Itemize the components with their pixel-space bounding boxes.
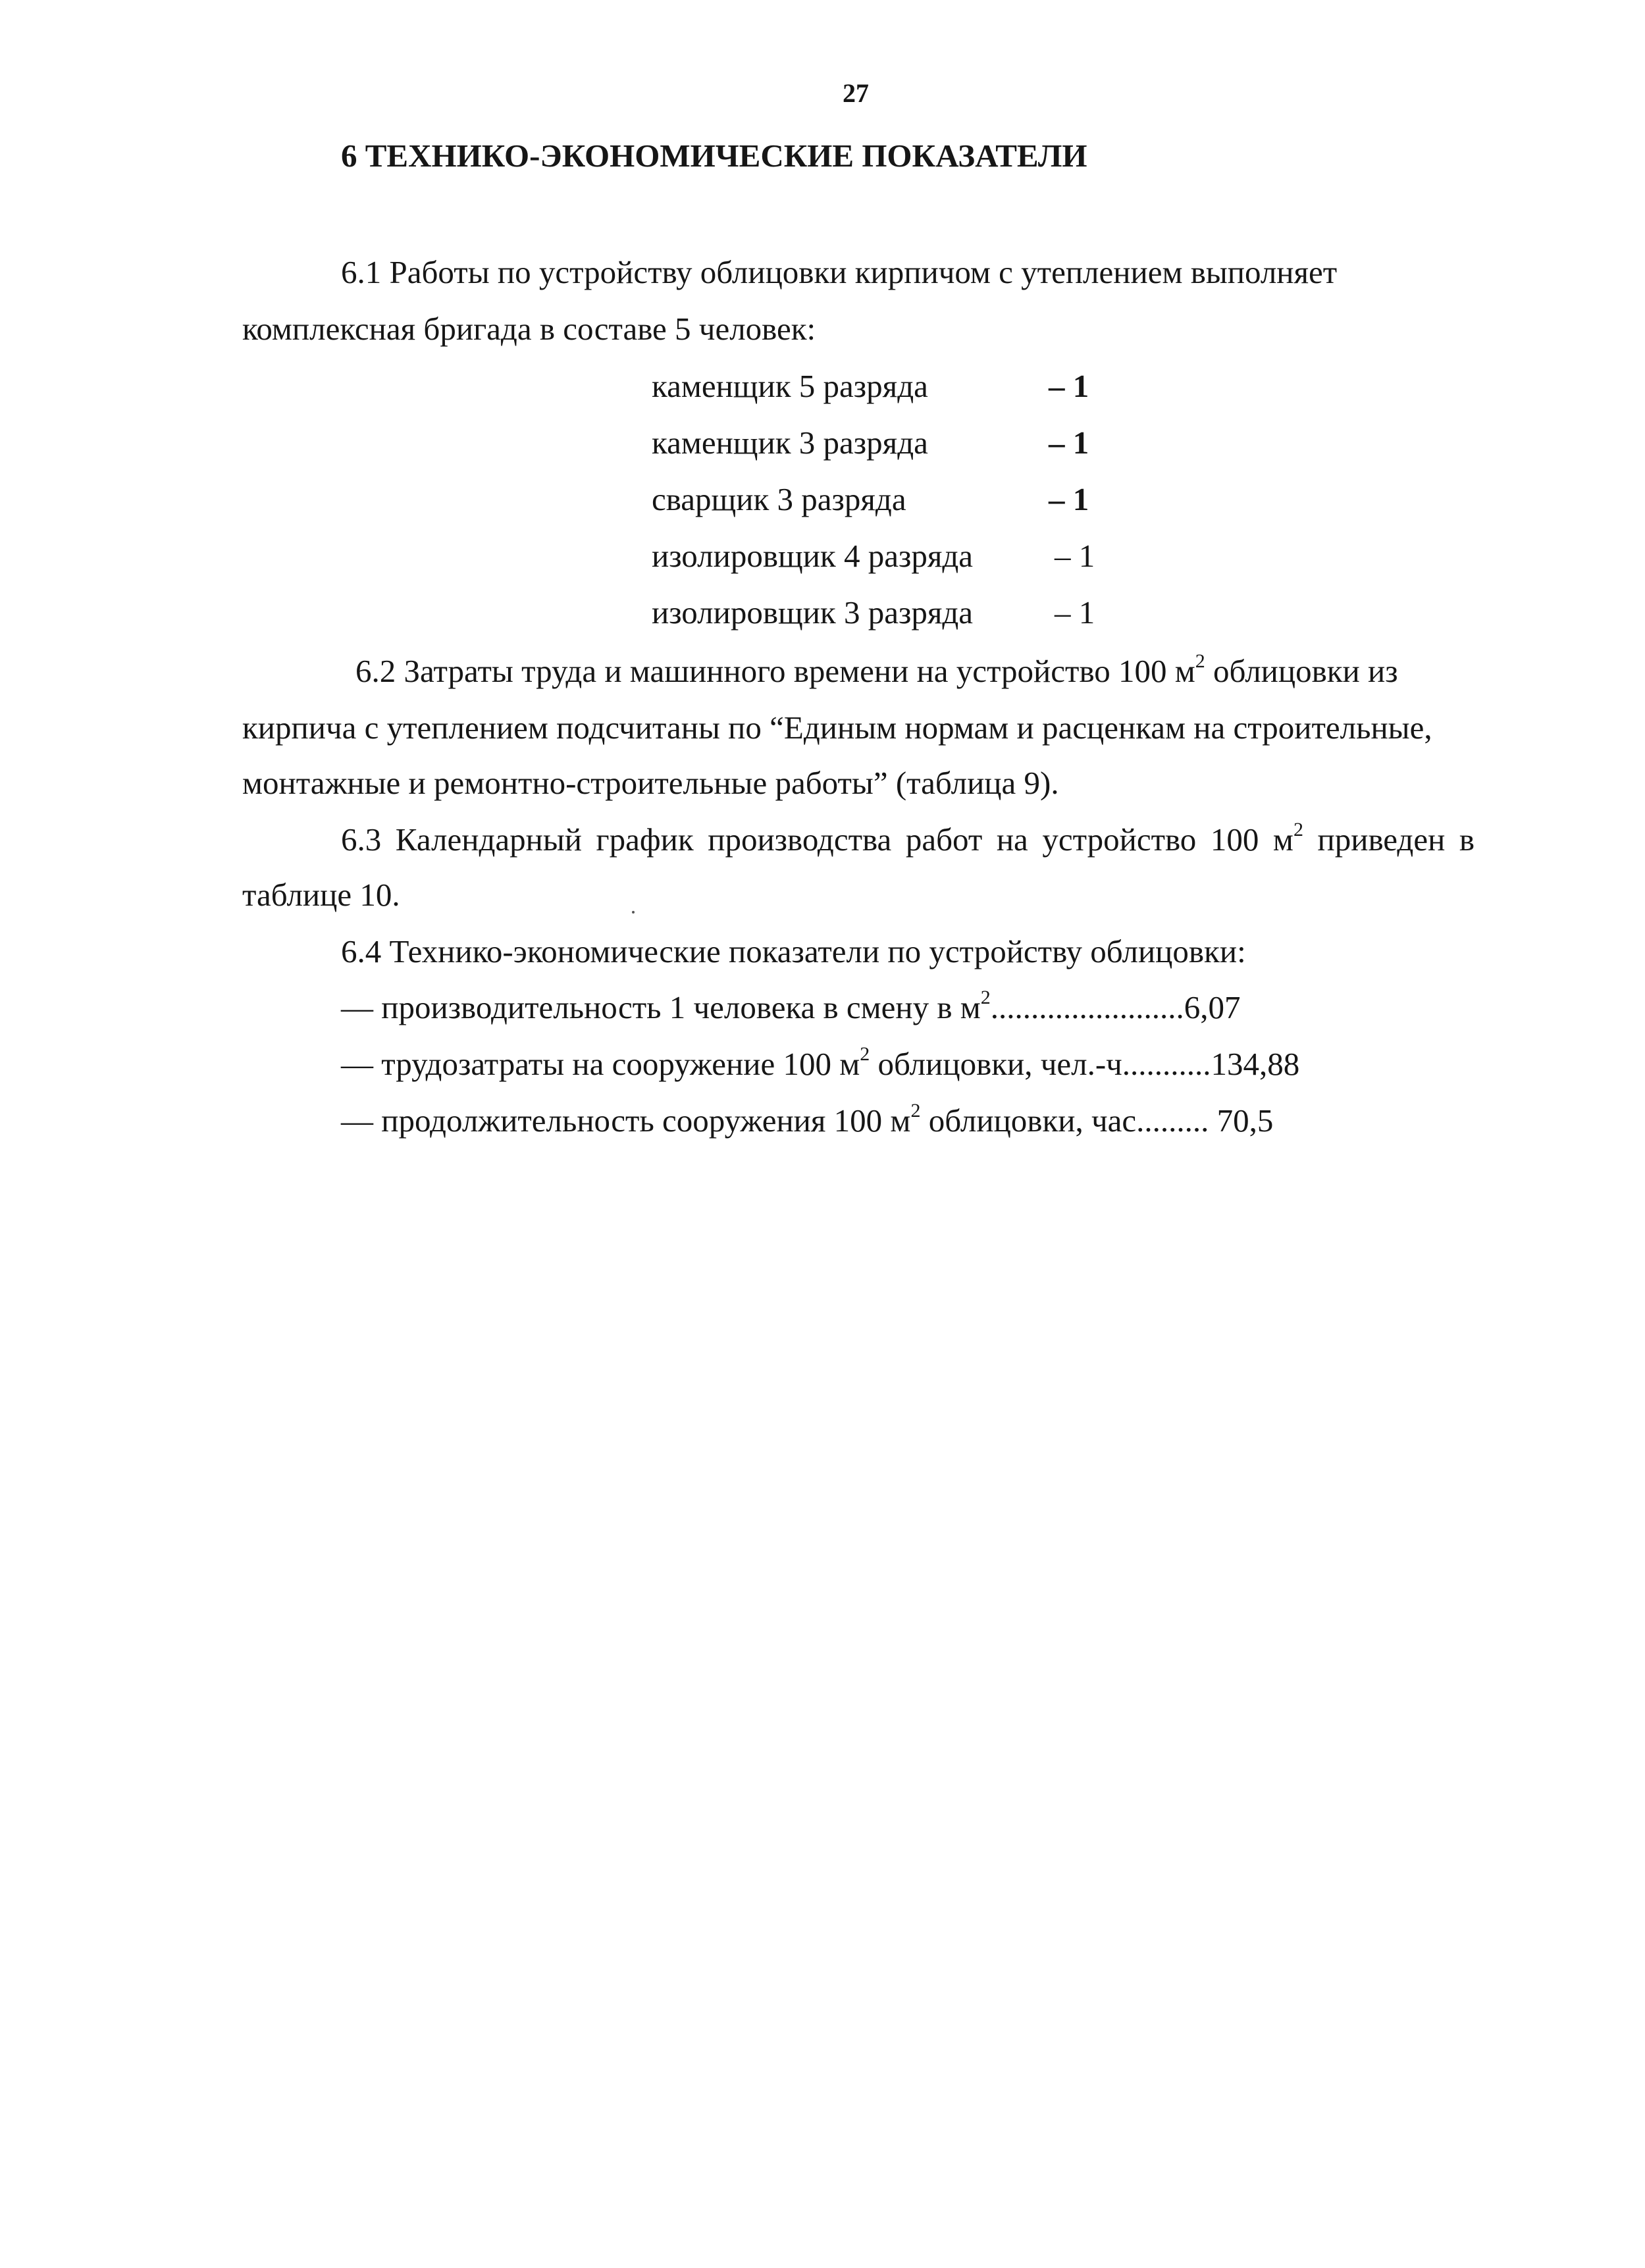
indicator-row	[341, 1102, 1273, 1139]
indicator-value: 134,88	[1211, 1046, 1300, 1082]
paragraph-6-2-line-3: монтажные и ремонтно-строительные работы” (таблица 9).	[242, 765, 1059, 801]
roster-row	[652, 424, 1126, 480]
dot-leader: .........	[1136, 1102, 1209, 1139]
paragraph-6-2-line-2: кирпича с утеплением подсчитаны по “Единым нормам и расценкам на строительные,	[242, 709, 1432, 746]
list-dash: —	[341, 1046, 373, 1082]
roster-count: – 1	[1055, 538, 1095, 574]
indicator-label: производительность 1 человека в смену в м	[381, 989, 981, 1025]
roster-count: – 1	[1049, 481, 1089, 517]
paragraph-6-4-title: 6.4 Технико-экономические показатели по устройству облицовки:	[341, 933, 1246, 969]
dot-leader: ...........	[1122, 1046, 1211, 1082]
paragraph-6-3-text-tail: приведен в	[1303, 821, 1475, 858]
paragraph-6-3-line-1	[341, 820, 1475, 860]
dot-leader: ........................	[990, 989, 1184, 1025]
indicator-row	[341, 989, 1241, 1026]
roster-role: каменщик 5 разряда	[652, 368, 928, 404]
section-heading: 6 ТЕХНИКО-ЭКОНОМИЧЕСКИЕ ПОКАЗАТЕЛИ	[341, 138, 1087, 174]
paragraph-6-2-line-1	[355, 652, 1398, 691]
paragraph-6-1-line-2: комплексная бригада в составе 5 человек:	[242, 311, 816, 347]
list-dash: —	[341, 1102, 373, 1139]
superscript-2: 2	[860, 1043, 870, 1065]
roster-row	[652, 367, 1126, 424]
roster-row	[652, 537, 1126, 594]
superscript-2: 2	[980, 987, 991, 1008]
list-dash: —	[341, 989, 373, 1025]
roster-role: каменщик 3 разряда	[652, 425, 928, 461]
paragraph-6-2-text-tail: облицовки из	[1205, 653, 1398, 689]
roster-count: – 1	[1049, 425, 1089, 461]
crew-roster	[652, 367, 1126, 650]
superscript-2: 2	[910, 1100, 921, 1121]
paragraph-6-3-line-2: таблице 10.	[242, 877, 400, 913]
roster-count: – 1	[1049, 368, 1089, 404]
roster-count: – 1	[1055, 594, 1095, 631]
stray-mark	[632, 911, 635, 914]
roster-role: изолировщик 4 разряда	[652, 538, 974, 574]
paragraph-6-3-text: 6.3 Календарный график производства работ на устройство 100 м	[341, 821, 1293, 858]
indicator-value: 6,07	[1184, 989, 1241, 1025]
indicator-label-tail: облицовки, чел.-ч	[870, 1046, 1122, 1082]
roster-row	[652, 594, 1126, 650]
superscript-2: 2	[1195, 650, 1205, 672]
indicator-label-tail: облицовки, час	[920, 1102, 1137, 1139]
paragraph-6-2-text: 6.2 Затраты труда и машинного времени на устройство 100 м	[355, 653, 1195, 689]
page-number: 27	[843, 78, 869, 108]
roster-role: изолировщик 3 разряда	[652, 594, 974, 631]
superscript-2: 2	[1293, 819, 1303, 840]
indicator-label: трудозатраты на сооружение 100 м	[381, 1046, 860, 1082]
paragraph-6-1-line-1: 6.1 Работы по устройству облицовки кирпичом с утеплением выполняет	[341, 254, 1338, 290]
indicator-label: продолжительность сооружения 100 м	[381, 1102, 911, 1139]
indicator-row	[341, 1045, 1299, 1083]
indicator-value: 70,5	[1209, 1102, 1274, 1139]
roster-row	[652, 480, 1126, 537]
roster-role: сварщик 3 разряда	[652, 481, 906, 517]
